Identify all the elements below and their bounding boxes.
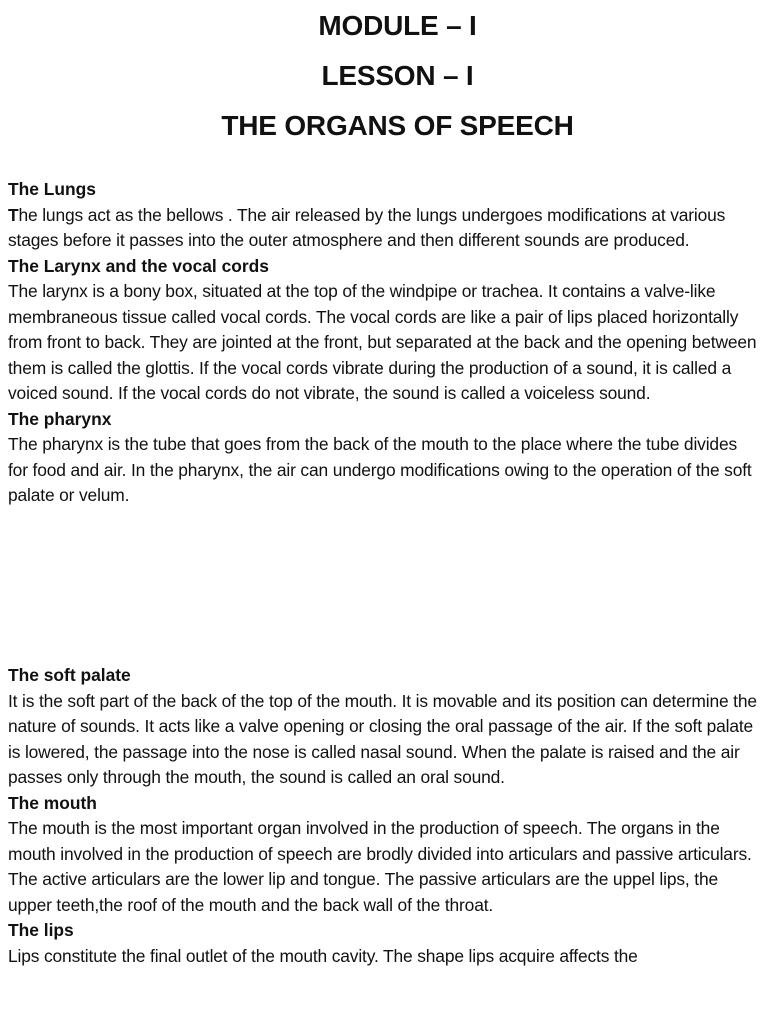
section-mouth — [8, 791, 760, 919]
section-heading-mouth: The mouth — [8, 792, 97, 813]
section-heading-lips: The lips — [8, 920, 74, 940]
section-heading-pharynx: The pharynx — [8, 408, 112, 429]
section-heading-larynx: The Larynx and the vocal cords — [8, 255, 269, 276]
module-title: MODULE – I — [318, 10, 477, 41]
content-block-1 — [8, 177, 760, 509]
section-text-lungs: he lungs act as the bellows . The air released by the lungs undergoes modifications at various stages before it passes into the outer atmosphere and then different sounds are produced. — [8, 204, 726, 250]
section-body-pharynx: The pharynx is the tube that goes from the back of the mouth to the place where the tube divides for food and air. In the pharynx, the air can undergo modifications owing to the operation of the soft palate or velum. — [8, 434, 752, 505]
section-heading-lungs: The Lungs — [8, 179, 96, 199]
content-block-2 — [8, 663, 760, 969]
section-lungs — [8, 177, 760, 254]
section-body-lungs — [8, 203, 760, 254]
section-body-soft-palate: It is the soft part of the back of the top of the mouth. It is movable and its position can determine the nature of sounds. It acts like a valve opening or closing the oral passage of the air. If the soft palate is lowered, the passage into the nose is called nasal sound. When the palate is raised and the air passes only through the mouth, the sound is called an oral sound. — [8, 690, 757, 787]
section-lips — [8, 918, 760, 969]
section-body-lips: Lips constitute the final outlet of the mouth cavity. The shape lips acquire affects the — [8, 945, 638, 966]
section-larynx — [8, 254, 760, 407]
section-body-larynx: The larynx is a bony box, situated at the top of the windpipe or trachea. It contains a valve-like membraneous tissue called vocal cords. The vocal cords are like a pair of lips placed horizontally from front to back. They are jointed at the front, but separated at the back and the opening between them is called the glottis. If the vocal cords vibrate during the production of a sound, it is called a voiced sound. If the vocal cords do not vibrate, the sound is called a voiceless sound. — [8, 281, 757, 403]
drop-letter: T — [8, 204, 19, 225]
section-heading-soft-palate: The soft palate — [8, 665, 131, 685]
lesson-title: LESSON – I — [321, 60, 474, 91]
section-pharynx — [8, 407, 760, 509]
section-soft-palate — [8, 663, 760, 791]
topic-title: THE ORGANS OF SPEECH — [221, 110, 574, 141]
section-body-mouth: The mouth is the most important organ involved in the production of speech. The organs in the mouth involved in the production of speech are brodly divided into articulars and passive articulars. The active articulars are the lower lip and tongue. The passive articulars are the uppel lips, the upper teeth,the roof of the mouth and the back wall of the throat. — [8, 818, 752, 915]
